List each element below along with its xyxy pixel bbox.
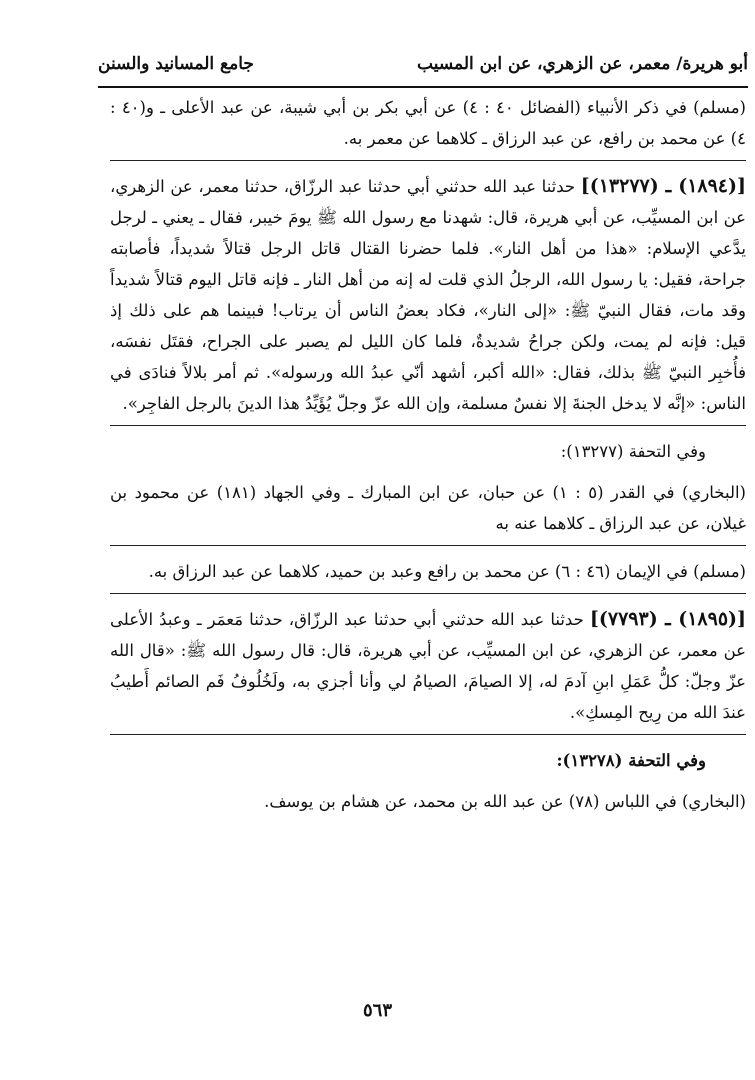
- page-number: ٥٦٣: [362, 1000, 392, 1021]
- hadith-text: حدثنا عبد الله حدثني أبي حدثنا عبد الرزّاق، حدثنا مَعمَر ـ وعبدُ الأعلى عن معمر، عن الزهري، عن ابن المسيِّب، عن أبي هريرة، قال: قال رسول الله ﷺ: «قال الله عزّ وجلّ: كلُّ عَمَلِ ابنِ آدمَ له، إلا الصيامَ، الصيامُ لي وأنا أجزي به، ولَخُلُوفُ فَم الصائم أَطيبُ عندَ الله من رِيح المِسكِ».: [110, 610, 746, 722]
- header-chapter-title: أبو هريرة/ معمر، عن الزهري، عن ابن المسيب: [417, 54, 748, 74]
- reference-text: (البخاري) في القدر (٥ : ١) عن حبان، عن ابن المبارك ـ وفي الجهاد (١٨١) عن محمود بن غيلان، عن عبد الرزاق ـ كلاهما عنه به: [110, 483, 746, 533]
- running-header: [98, 50, 748, 88]
- reference-text: (مسلم) في الإيمان (٤٦ : ٦) عن محمد بن رافع وعبد بن حميد، كلاهما عن عبد الرزاق به.: [148, 562, 746, 581]
- tuhfa-text: وفي التحفة (١٣٢٧٨):: [556, 751, 706, 770]
- reference-text: (مسلم) في ذكر الأنبياء (الفضائل ٤٠ : ٤) عن أبي بكر بن أبي شيبة، عن عبد الأعلى ـ و(٤٠ : ٤) عن محمد بن رافع، عن عبد الرزاق ـ كلاهما عن معمر به.: [110, 98, 746, 148]
- hadith-number: [(١٨٩٤) ـ (١٣٢٧٧)]: [580, 175, 746, 197]
- tuhfa-text: وفي التحفة (١٣٢٧٧):: [560, 442, 706, 461]
- page-body: [110, 92, 746, 817]
- tuhfa-note: [110, 745, 706, 776]
- hadith-text: حدثنا عبد الله حدثني أبي حدثنا عبد الرزّاق، حدثنا معمر، عن الزهري، عن ابن المسيِّب، عن أبي هريرة، قال: شهدنا مع رسول الله ﷺ يومَ خيبر، فقال ـ يعني ـ لرجل يدَّعي الإسلام: «هذا من أهل النار». فلما حضرنا القتال قاتل الرجل قتالاً شديداً، فأصابته جراحة، فقيل: يا رسول الله، الرجلُ الذي قلت له إنه من أهل النار ـ فإنه قاتل اليوم قتالاً شديداً وقد مات، فقال النبيّ ﷺ: «إلى النار»، فكاد بعضُ الناس أن يرتاب! فبينما هم على ذلك إذ قيل: فإنه لم يمت، ولكن جراحُ شديدةٌ، فلما كان الليل لم يصبر على الجراح، فقتَل نفسَه، فأُخبِر النبيّ ﷺ بذلك، فقال: «الله أكبر، أشهد أنّي عبدُ الله ورسوله». ثم أمر بلالاً فنادَى في الناس: «إنَّه لا يدخل الجنةَ إلا نفسٌ مسلمة، وإن الله عزّ وجلّ يُؤَيِّدُ هذا الدينَ بالرجل الفاجِر».: [110, 177, 746, 413]
- hadith-1895: [110, 604, 746, 735]
- reference-muslim-iman: [110, 556, 746, 594]
- reference-bukhari-libas: [110, 786, 746, 817]
- reference-bukhari-qadar: [110, 477, 746, 546]
- tuhfa-note: [110, 436, 706, 467]
- hadith-1894: [110, 171, 746, 426]
- hadith-number: [(١٨٩٥) ـ (٧٧٩٣)]: [589, 608, 747, 630]
- header-book-title: جامع المسانيد والسنن: [98, 54, 254, 74]
- reference-muslim-anbiya: [110, 92, 746, 161]
- reference-text: (البخاري) في اللباس (٧٨) عن عبد الله بن محمد، عن هشام بن يوسف.: [264, 792, 746, 811]
